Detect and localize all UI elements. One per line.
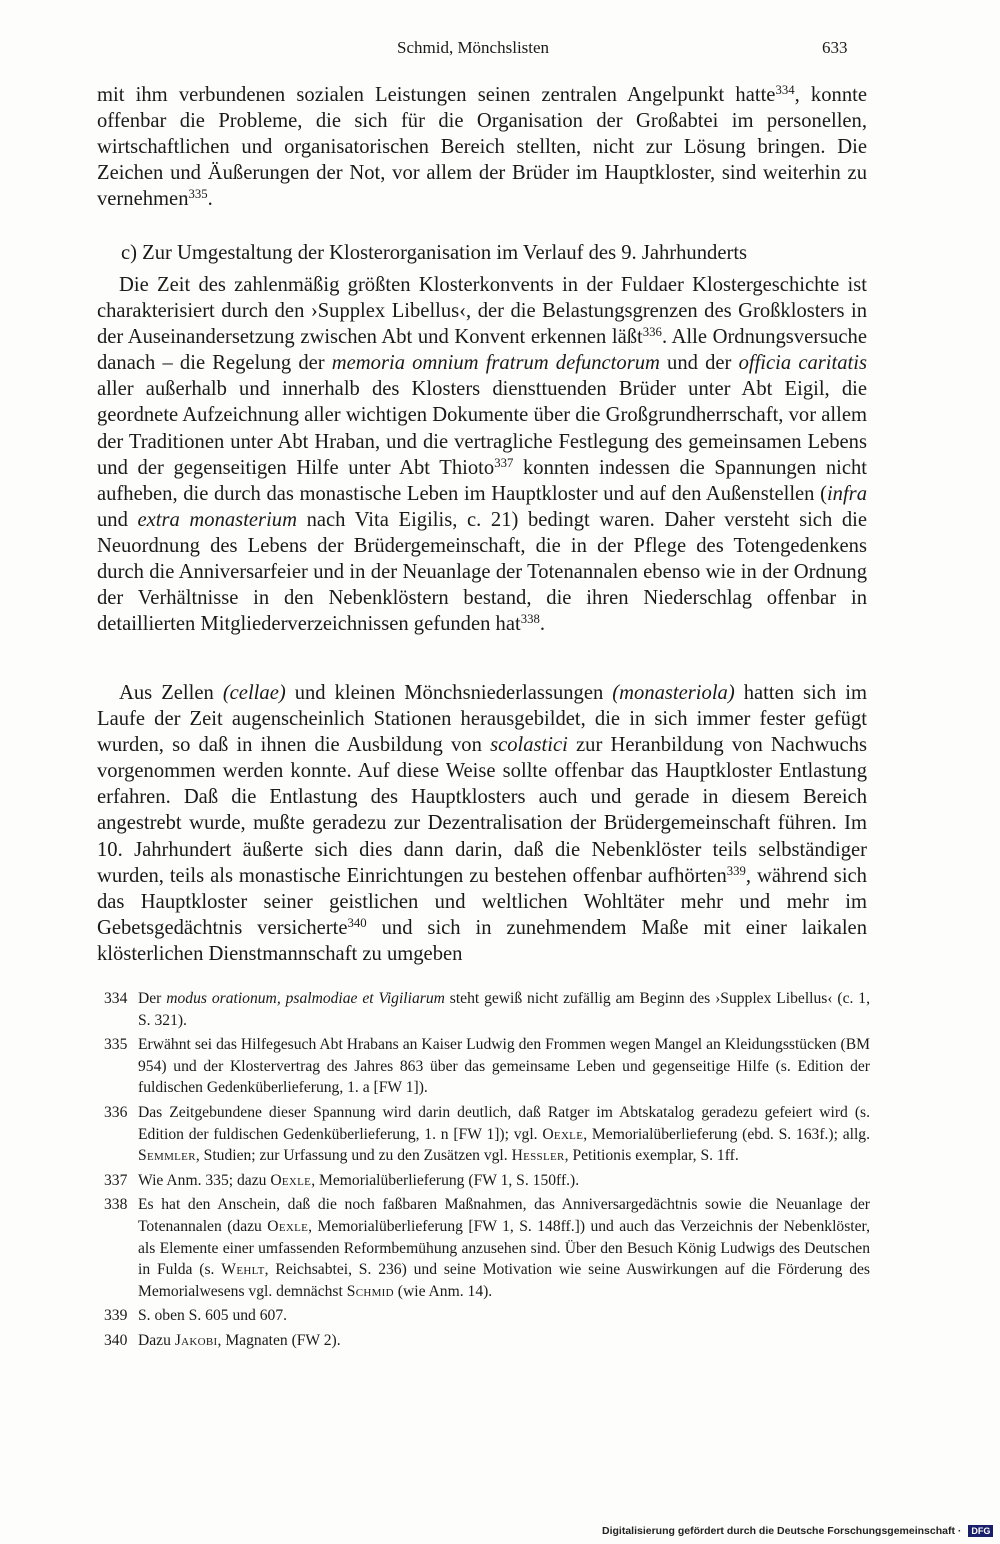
footnote-ref-337[interactable]: 337 [494, 455, 514, 470]
author-name: Oexle [270, 1171, 312, 1189]
footnote-ref-340[interactable]: 340 [347, 915, 367, 930]
dfg-logo: DFG [968, 1525, 993, 1537]
footnote-ref-335[interactable]: 335 [188, 187, 208, 202]
footnote-number: 340 [104, 1331, 128, 1349]
footnotes [104, 988, 870, 1355]
section-heading: c) Zur Umgestaltung der Klosterorganisation im Verlauf des 9. Jahrhunderts [121, 242, 748, 264]
footnote-text: Erwähnt sei das Hilfegesuch Abt Hrabans an Kaiser Ludwig den Frommen wegen Mangel an Kleidungsstücken (BM 954) und der Klostervertrag des Jahres 863 über das gemeinsame Leben und gegenseitige Hilfe (s. Edition der fuldischen Gedenküberlieferung, 1. a [FW 1]). [138, 1036, 870, 1097]
footnote-number: 338 [104, 1196, 128, 1214]
author-name: Semmler [138, 1147, 196, 1165]
footnote-ref-334[interactable]: 334 [775, 82, 795, 97]
author-name: Oexle [267, 1217, 309, 1235]
author-name: Jakobi [174, 1331, 218, 1349]
footnote-ref-338[interactable]: 338 [520, 612, 540, 627]
footnote-number: 337 [104, 1171, 128, 1189]
footnote-ref-336[interactable]: 336 [642, 325, 662, 340]
footnote-number: 339 [104, 1307, 128, 1325]
footnote-334 [104, 988, 870, 1031]
footnote-337 [104, 1170, 870, 1192]
footnote-335 [104, 1034, 870, 1099]
paragraph-continuation: mit ihm verbundenen sozialen Leistungen seinen zentralen Angelpunkt hatte$^{334}$, konnte offenbar die Probleme, die sich für die Organisation der Großabtei im personellen, wirtschaftlichen und organisatorischen Bereich stellten, nicht zur Lösung bringen. Die Zeichen und Äußerungen der Not, vor allem der Brüder im Hauptkloster, sind weiterhin zu vernehmen$^{335}$. [97, 82, 867, 211]
footnote-339 [104, 1305, 870, 1327]
footnote-number: 335 [104, 1036, 128, 1054]
author-name: Oexle [542, 1125, 584, 1143]
page-number: 633 [822, 38, 848, 57]
footnote-text: S. oben S. 605 und 607. [138, 1307, 288, 1325]
footnote-340 [104, 1330, 870, 1352]
footnote-338 [104, 1194, 870, 1302]
footnote-number: 336 [104, 1103, 128, 1121]
author-name: Wehlt [221, 1261, 265, 1279]
footnote-text: Es hat den Anschein, daß die noch faßbaren Maßnahmen, das Anniversargedächtnis sowie die Neuanlage der Totenannalen (dazu Oexle, Memorialüberlieferung [FW 1, S. 148ff.]) und auch das Verzeichnis der Nebenklöster, als Elemente einer umfassenden Reformbemühung anzusehen sind. Über den Besuch König Ludwigs des Deutschen in Fulda (s. Wehlt, Reichsabtei, S. 236) und seine Motivation wie seine Auswirkungen auf die Förderung des Memorialwesens vgl. demnächst Schmid (wie Anm. 14). [138, 1196, 870, 1300]
footnote-text: Der modus orationum, psalmodiae et Vigiliarum steht gewiß nicht zufällig am Beginn des ›Supplex Libellus‹ (c. 1, S. 321). [138, 990, 870, 1029]
footnote-336 [104, 1102, 870, 1167]
paragraph-3: Aus Zellen (cellae) und kleinen Mönchsniederlassungen (monasteriola) hatten sich im Laufe der Zeit augenscheinlich Stationen herausgebildet, die in sich immer fester gefügt wurden, so daß in ihnen die Ausbildung von scolastici zur Heranbildung von Nachwuchs vorgenommen werden konnte. Auf diese Weise sollte offenbar das Hauptkloster Entlastung erfahren. Daß die Entlastung des Hauptklosters auch und gerade in diesem Bereich angestrebt wurde, mußte geradezu zur Dezentralisation der Brüdergemeinschaft führen. Im 10. Jahrhundert äußerte sich dies dann darin, daß die Nebenklöster teils selbständiger wurden, teils als monastische Einrichtungen zu bestehen offenbar aufhörten$^{339}$, während sich das Hauptkloster seiner geistlichen und weltlichen Wohltäter mehr und mehr im Gebetsgedächtnis versicherte$^{340}$ und sich in zunehmendem Maße mit einer laikalen klösterlichen Dienstmannschaft zu umgeben [97, 682, 868, 965]
footnote-ref-339[interactable]: 339 [726, 863, 746, 878]
digitization-credit: Digitalisierung gefördert durch die Deutsche Forschungsgemeinschaft · DFG [602, 1525, 993, 1537]
footnote-text: Das Zeitgebundene dieser Spannung wird darin deutlich, daß Ratger im Abtskatalog geradezu gefeiert wird (s. Edition der fuldischen Gedenküberlieferung, 1. n [FW 1]); vgl. Oexle, Memorialüberlieferung (ebd. S. 163f.); allg. Semmler, Studien; zur Urfassung und zu den Zusätzen vgl. Hessler, Petitionis exemplar, S. 1ff. [138, 1103, 870, 1165]
author-name: Schmid [346, 1282, 394, 1300]
running-head: Schmid, Mönchslisten [397, 38, 550, 57]
paragraph-2: Die Zeit des zahlenmäßig größten Klosterkonvents in der Fuldaer Klostergeschichte ist charakterisiert durch den ›Supplex Libellus‹, der die Belastungsgrenzen des Großklosters in der Auseinandersetzung zwischen Abt und Konvent erkennen läßt$^{336}$. Alle Ordnungsversuche danach – die Regelung der memoria omnium fratrum defunctorum und der officia caritatis aller außerhalb und innerhalb des Klosters diensttuenden Brüder unter Abt Eigil, die geordnete Aufzeichnung aller wichtigen Dokumente über die Großgrundherrschaft, vor allem der Traditionen unter Abt Hraban, und die vertragliche Festlegung des gemeinsamen Lebens und der gegenseitigen Hilfe unter Abt Thioto$^{337}$ konnten indessen die Spannungen nicht aufheben, die durch das monastische Leben im Hauptkloster und auf den Außenstellen (infra und extra monasterium nach Vita Eigilis, c. 21) bedingt waren. Daher versteht sich die Neuordnung des Lebens der Brüdergemeinschaft, die in der Pflege des Totengedenkens durch die Anniversarfeier und in der Neuanlage der Totenannalen ebenso wie in der Ordnung der Verhältnisse in den Nebenklöstern bestand, die ihren Niederschlag offenbar in detaillierten Mitgliederverzeichnissen gefunden hat$^{338}$. [97, 274, 868, 636]
author-name: Hessler [511, 1147, 565, 1165]
footnote-number: 334 [104, 990, 128, 1007]
footnote-text: Wie Anm. 335; dazu Oexle, Memorialüberlieferung (FW 1, S. 150ff.). [138, 1171, 580, 1189]
footnote-text: Dazu Jakobi, Magnaten (FW 2). [138, 1331, 341, 1349]
